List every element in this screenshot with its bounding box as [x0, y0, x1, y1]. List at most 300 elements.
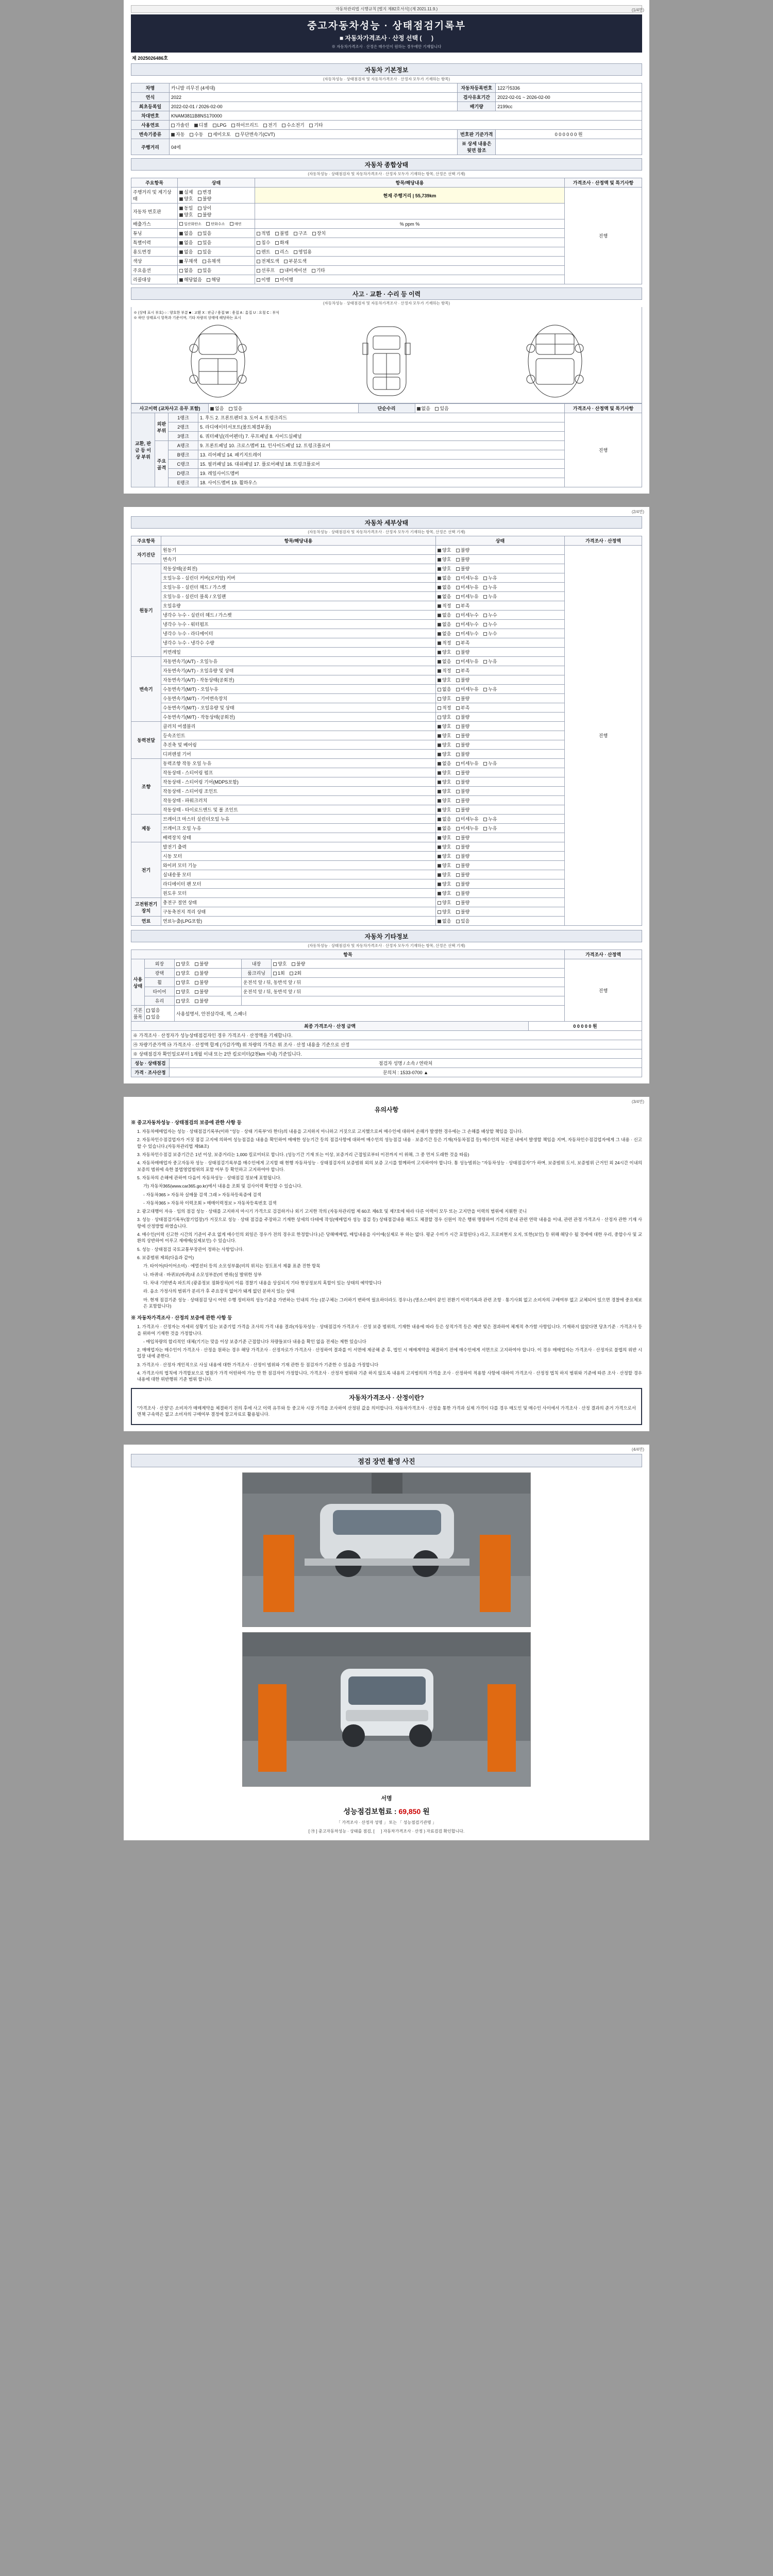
checkbox-icon[interactable]: [195, 972, 198, 975]
checkbox-icon[interactable]: [456, 651, 460, 654]
row-state-recall[interactable]: [178, 275, 255, 284]
state-option[interactable]: 있음: [198, 239, 211, 246]
checkbox-icon[interactable]: [438, 883, 441, 886]
state-option[interactable]: 없음: [179, 239, 193, 246]
checkbox-icon[interactable]: [483, 660, 487, 664]
checkbox-icon[interactable]: [456, 697, 460, 701]
state-option[interactable]: 불량: [456, 862, 469, 869]
checkbox-icon[interactable]: [456, 901, 460, 905]
trans-option[interactable]: 무단변속기(CVT): [236, 131, 275, 138]
checkbox-icon[interactable]: [438, 632, 441, 636]
checkbox-icon[interactable]: [179, 197, 183, 201]
checkbox-icon[interactable]: [456, 892, 460, 895]
checkbox-icon[interactable]: [176, 990, 180, 994]
state-option[interactable]: 불량: [456, 649, 469, 655]
checkbox-icon[interactable]: [176, 999, 180, 1003]
checkbox-icon[interactable]: [438, 567, 441, 571]
state-basic-items[interactable]: [145, 1006, 175, 1022]
state-option[interactable]: 양호: [438, 547, 451, 553]
state-option[interactable]: 부족: [456, 639, 469, 646]
state-option[interactable]: 없음: [438, 612, 451, 618]
tuning-structure[interactable]: 구조: [294, 230, 307, 236]
detail-item-state[interactable]: [436, 583, 565, 592]
detail-item-state[interactable]: [436, 611, 565, 620]
checkbox-icon[interactable]: [438, 827, 441, 831]
state-option[interactable]: 2회: [290, 970, 301, 976]
detail-item-state[interactable]: [436, 907, 565, 917]
state-option[interactable]: 있음: [198, 230, 211, 236]
checkbox-icon[interactable]: [194, 124, 198, 127]
state-option[interactable]: 없음: [438, 686, 451, 692]
checkbox-icon[interactable]: [146, 1009, 150, 1012]
detail-item-state[interactable]: [436, 777, 565, 787]
value-usechange[interactable]: [255, 247, 565, 257]
state-option[interactable]: 누유: [483, 686, 497, 692]
checkbox-icon[interactable]: [198, 191, 201, 194]
checkbox-icon[interactable]: [456, 706, 460, 710]
color-full[interactable]: 전체도색: [257, 258, 279, 264]
detail-item-state[interactable]: [436, 917, 565, 926]
checkbox-icon[interactable]: [280, 269, 283, 273]
checkbox-icon[interactable]: [438, 845, 441, 849]
state-option[interactable]: 없음: [438, 630, 451, 637]
state-option[interactable]: 불량: [456, 741, 469, 748]
fuel-option[interactable]: 하이브리드: [231, 122, 258, 128]
checkbox-icon[interactable]: [257, 232, 260, 235]
detail-item-state[interactable]: [436, 666, 565, 675]
checkbox-icon[interactable]: [273, 962, 277, 966]
state-option[interactable]: 미세누유: [456, 658, 479, 665]
other-row-state[interactable]: [175, 987, 242, 996]
value-special[interactable]: [255, 238, 565, 247]
state-option[interactable]: 양호: [438, 788, 451, 794]
state-option[interactable]: 일산화탄소: [179, 222, 201, 227]
checkbox-icon[interactable]: [456, 883, 460, 886]
state-option[interactable]: 양호: [438, 723, 451, 730]
state-option[interactable]: 있음: [198, 248, 211, 255]
checkbox-icon[interactable]: [231, 124, 235, 127]
detail-item-state[interactable]: [436, 703, 565, 713]
checkbox-icon[interactable]: [438, 706, 441, 710]
option-nav[interactable]: 내비게이션: [280, 267, 307, 274]
checkbox-icon[interactable]: [456, 910, 460, 914]
checkbox-icon[interactable]: [198, 269, 201, 273]
checkbox-icon[interactable]: [438, 725, 441, 728]
checkbox-icon[interactable]: [438, 864, 441, 868]
state-option[interactable]: 양호: [438, 714, 451, 720]
checkbox-icon[interactable]: [438, 920, 441, 923]
checkbox-icon[interactable]: [198, 207, 201, 210]
state-option[interactable]: 탄화수소: [206, 222, 225, 227]
checkbox-icon[interactable]: [456, 799, 460, 803]
state-option[interactable]: 양호: [438, 649, 451, 655]
use-rent[interactable]: 렌트: [257, 248, 270, 255]
checkbox-icon[interactable]: [257, 278, 260, 282]
checkbox-icon[interactable]: [483, 595, 487, 599]
checkbox-icon[interactable]: [294, 232, 297, 235]
state-option[interactable]: 동일: [179, 205, 193, 211]
checkbox-icon[interactable]: [483, 762, 487, 766]
checkbox-icon[interactable]: [190, 133, 193, 137]
state-option[interactable]: 없음: [179, 230, 193, 236]
state-option[interactable]: 양호: [438, 890, 451, 896]
checkbox-icon[interactable]: [456, 864, 460, 868]
state-option[interactable]: 미세누유: [456, 584, 479, 590]
fuel-option[interactable]: 수소전기: [282, 122, 305, 128]
checkbox-icon[interactable]: [195, 999, 198, 1003]
state-option[interactable]: 적정: [438, 639, 451, 646]
state-option[interactable]: 미세누수: [456, 621, 479, 628]
checkbox-icon[interactable]: [417, 407, 421, 411]
state-option[interactable]: 불량: [292, 960, 305, 967]
checkbox-icon[interactable]: [236, 133, 239, 137]
detail-item-state[interactable]: [436, 629, 565, 638]
detail-item-state[interactable]: [436, 713, 565, 722]
state-accident-history[interactable]: [209, 404, 359, 413]
checkbox-icon[interactable]: [456, 641, 460, 645]
state-option[interactable]: 있음: [456, 918, 469, 924]
state-option[interactable]: 없음: [438, 816, 451, 822]
checkbox-icon[interactable]: [229, 407, 232, 411]
state-option[interactable]: 누수: [483, 621, 497, 628]
detail-item-state[interactable]: [436, 889, 565, 898]
state-option[interactable]: 누유: [483, 825, 497, 832]
value-options[interactable]: [255, 266, 565, 275]
detail-item-state[interactable]: [436, 573, 565, 583]
state-option[interactable]: 없음: [438, 825, 451, 832]
detail-item-state[interactable]: [436, 601, 565, 611]
checkbox-icon[interactable]: [438, 623, 441, 626]
checkbox-icon[interactable]: [438, 558, 441, 562]
checkbox-icon[interactable]: [309, 124, 313, 127]
checkbox-icon[interactable]: [176, 981, 180, 985]
state-option[interactable]: 없음: [438, 584, 451, 590]
state-option[interactable]: 양호: [438, 751, 451, 757]
row-state-usechange[interactable]: [178, 247, 255, 257]
checkbox-icon[interactable]: [438, 790, 441, 793]
checkbox-icon[interactable]: [179, 222, 183, 226]
detail-item-state[interactable]: [436, 861, 565, 870]
state-option[interactable]: 적정: [438, 704, 451, 711]
checkbox-icon[interactable]: [483, 614, 487, 617]
checkbox-icon[interactable]: [456, 558, 460, 562]
checkbox-icon[interactable]: [438, 873, 441, 877]
detail-item-state[interactable]: [436, 694, 565, 703]
checkbox-icon[interactable]: [456, 688, 460, 691]
state-option[interactable]: 양호: [438, 862, 451, 869]
detail-item-state[interactable]: [436, 805, 565, 815]
checkbox-icon[interactable]: [456, 836, 460, 840]
state-option[interactable]: 양호: [176, 960, 190, 967]
detail-item-state[interactable]: [436, 833, 565, 842]
checkbox-icon[interactable]: [210, 407, 214, 411]
checkbox-icon[interactable]: [438, 855, 441, 858]
checkbox-icon[interactable]: [456, 679, 460, 682]
checkbox-icon[interactable]: [456, 549, 460, 552]
state-option[interactable]: 부족: [456, 602, 469, 609]
row-state-special[interactable]: [178, 238, 255, 247]
checkbox-icon[interactable]: [456, 660, 460, 664]
recall-notdone[interactable]: 미이행: [275, 276, 293, 283]
checkbox-icon[interactable]: [275, 232, 279, 235]
other-row-state2[interactable]: [272, 969, 565, 978]
detail-item-state[interactable]: [436, 750, 565, 759]
checkbox-icon[interactable]: [207, 278, 210, 282]
state-option[interactable]: 양호: [438, 853, 451, 859]
state-option[interactable]: 양호: [438, 899, 451, 906]
state-option[interactable]: 유채색: [203, 258, 221, 264]
checkbox-icon[interactable]: [195, 990, 198, 994]
state-option[interactable]: 불량: [456, 556, 469, 563]
detail-item-state[interactable]: [436, 592, 565, 601]
state-option[interactable]: 불량: [195, 979, 208, 986]
state-option[interactable]: 미세누수: [456, 612, 479, 618]
state-option[interactable]: 양호: [438, 908, 451, 915]
detail-item-state[interactable]: [436, 546, 565, 555]
state-option[interactable]: 없음: [438, 658, 451, 665]
state-option[interactable]: 불량: [456, 843, 469, 850]
state-option[interactable]: 적정: [438, 602, 451, 609]
checkbox-icon[interactable]: [284, 260, 288, 263]
state-option[interactable]: 불량: [456, 880, 469, 887]
checkbox-icon[interactable]: [275, 241, 279, 245]
checkbox-icon[interactable]: [483, 827, 487, 831]
checkbox-icon[interactable]: [275, 250, 279, 254]
state-option[interactable]: 없음: [417, 405, 430, 412]
detail-item-state[interactable]: [436, 870, 565, 879]
other-row-state[interactable]: [175, 996, 242, 1006]
state-option[interactable]: 누수: [483, 612, 497, 618]
state-option[interactable]: 실제: [179, 189, 193, 195]
checkbox-icon[interactable]: [438, 651, 441, 654]
value-tuning[interactable]: [255, 229, 565, 238]
state-option[interactable]: 미세누수: [456, 630, 479, 637]
state-option[interactable]: 1회: [273, 970, 285, 976]
checkbox-icon[interactable]: [456, 827, 460, 831]
state-option[interactable]: 해당없음: [179, 276, 202, 283]
state-option[interactable]: 양호: [438, 880, 451, 887]
state-option[interactable]: 양호: [176, 979, 190, 986]
fuel-option[interactable]: 가솔린: [171, 122, 189, 128]
detail-item-state[interactable]: [436, 620, 565, 629]
trans-option[interactable]: 수동: [190, 131, 203, 138]
state-option[interactable]: 매연: [230, 222, 242, 227]
checkbox-icon[interactable]: [263, 124, 267, 127]
state-option[interactable]: 미세누유: [456, 760, 479, 767]
state-simple-repair[interactable]: [415, 404, 565, 413]
detail-item-state[interactable]: [436, 638, 565, 648]
state-option[interactable]: 양호: [438, 769, 451, 776]
checkbox-icon[interactable]: [438, 688, 441, 691]
checkbox-icon[interactable]: [438, 679, 441, 682]
checkbox-icon[interactable]: [179, 241, 183, 245]
detail-item-state[interactable]: [436, 852, 565, 861]
checkbox-icon[interactable]: [206, 222, 210, 226]
checkbox-icon[interactable]: [456, 818, 460, 821]
state-option[interactable]: 불량: [456, 806, 469, 813]
checkbox-icon[interactable]: [438, 753, 441, 756]
checkbox-icon[interactable]: [438, 743, 441, 747]
detail-item-state[interactable]: [436, 555, 565, 564]
state-option[interactable]: 불량: [456, 778, 469, 785]
state-option[interactable]: 양호: [438, 676, 451, 683]
checkbox-icon[interactable]: [456, 808, 460, 812]
state-option[interactable]: 누유: [483, 658, 497, 665]
state-option[interactable]: 불량: [456, 890, 469, 896]
state-option[interactable]: 있음: [198, 267, 211, 274]
state-option[interactable]: 해당: [207, 276, 220, 283]
state-option[interactable]: 불량: [198, 195, 211, 202]
checkbox-icon[interactable]: [483, 577, 487, 580]
state-option[interactable]: 양호: [438, 732, 451, 739]
row-state-color[interactable]: [178, 257, 255, 266]
checkbox-icon[interactable]: [456, 632, 460, 636]
checkbox-icon[interactable]: [438, 892, 441, 895]
state-option[interactable]: 상이: [198, 205, 211, 211]
checkbox-icon[interactable]: [438, 734, 441, 738]
checkbox-icon[interactable]: [282, 124, 285, 127]
state-option[interactable]: 누유: [483, 593, 497, 600]
checkbox-icon[interactable]: [456, 716, 460, 719]
state-option[interactable]: 양호: [438, 556, 451, 563]
state-option[interactable]: 누수: [483, 630, 497, 637]
use-lease[interactable]: 리스: [275, 248, 289, 255]
checkbox-icon[interactable]: [176, 972, 180, 975]
checkbox-icon[interactable]: [438, 901, 441, 905]
checkbox-icon[interactable]: [483, 586, 487, 589]
checkbox-icon[interactable]: [275, 278, 279, 282]
checkbox-icon[interactable]: [438, 716, 441, 719]
state-option[interactable]: 양호: [438, 741, 451, 748]
state-option[interactable]: 양호: [438, 843, 451, 850]
checkbox-icon[interactable]: [179, 207, 183, 210]
checkbox-icon[interactable]: [483, 688, 487, 691]
trans-option[interactable]: 자동: [171, 131, 184, 138]
detail-item-state[interactable]: [436, 815, 565, 824]
checkbox-icon[interactable]: [312, 269, 315, 273]
fuel-option[interactable]: 기타: [309, 122, 323, 128]
row-state-mileage[interactable]: [178, 188, 255, 204]
checkbox-icon[interactable]: [438, 660, 441, 664]
checkbox-icon[interactable]: [257, 241, 260, 245]
row-state-emission[interactable]: [178, 219, 255, 229]
detail-item-state[interactable]: [436, 842, 565, 852]
checkbox-icon[interactable]: [456, 604, 460, 608]
checkbox-icon[interactable]: [294, 250, 297, 254]
checkbox-icon[interactable]: [230, 222, 233, 226]
checkbox-icon[interactable]: [195, 981, 198, 985]
detail-item-state[interactable]: [436, 657, 565, 666]
checkbox-icon[interactable]: [257, 260, 260, 263]
other-row-state[interactable]: [175, 969, 242, 978]
row-state-plate[interactable]: [178, 204, 255, 219]
checkbox-icon[interactable]: [179, 250, 183, 254]
state-option[interactable]: 없음: [210, 405, 224, 412]
checkbox-icon[interactable]: [290, 972, 293, 975]
checkbox-icon[interactable]: [198, 197, 201, 201]
state-option[interactable]: 미세누유: [456, 816, 479, 822]
option-etc[interactable]: 기타: [312, 267, 325, 274]
checkbox-icon[interactable]: [456, 623, 460, 626]
state-option[interactable]: 양호: [438, 778, 451, 785]
checkbox-icon[interactable]: [171, 124, 175, 127]
trans-option[interactable]: 세미오토: [208, 131, 231, 138]
fuel-option[interactable]: 전기: [263, 122, 277, 128]
row-state-tuning[interactable]: [178, 229, 255, 238]
special-flood[interactable]: 침수: [257, 239, 270, 246]
state-option[interactable]: 있음: [435, 405, 448, 412]
checkbox-icon[interactable]: [195, 962, 198, 966]
state-option[interactable]: 양호: [438, 834, 451, 841]
state-option[interactable]: 없음: [438, 574, 451, 581]
state-option[interactable]: 불량: [456, 732, 469, 739]
checkbox-icon[interactable]: [456, 734, 460, 738]
checkbox-icon[interactable]: [438, 818, 441, 821]
checkbox-icon[interactable]: [456, 725, 460, 728]
checkbox-icon[interactable]: [176, 962, 180, 966]
checkbox-icon[interactable]: [438, 762, 441, 766]
state-option[interactable]: 양호: [176, 970, 190, 976]
state-option[interactable]: 불량: [456, 547, 469, 553]
detail-item-state[interactable]: [436, 564, 565, 573]
checkbox-icon[interactable]: [438, 586, 441, 589]
state-option[interactable]: 미세누유: [456, 593, 479, 600]
state-option[interactable]: 무채색: [179, 258, 197, 264]
detail-item-state[interactable]: [436, 722, 565, 731]
tuning-illegal[interactable]: 불법: [275, 230, 289, 236]
state-option[interactable]: 불량: [456, 751, 469, 757]
checkbox-icon[interactable]: [438, 595, 441, 599]
checkbox-icon[interactable]: [198, 232, 201, 235]
detail-item-state[interactable]: [436, 648, 565, 657]
checkbox-icon[interactable]: [292, 962, 295, 966]
checkbox-icon[interactable]: [456, 567, 460, 571]
state-option[interactable]: 누유: [483, 584, 497, 590]
state-option[interactable]: 없음: [438, 593, 451, 600]
state-option[interactable]: 불량: [195, 988, 208, 995]
state-option[interactable]: 없음: [179, 267, 193, 274]
detail-item-state[interactable]: [436, 787, 565, 796]
state-option[interactable]: 불량: [456, 908, 469, 915]
state-option[interactable]: 없음: [179, 248, 193, 255]
checkbox-icon[interactable]: [438, 836, 441, 840]
checkbox-icon[interactable]: [456, 771, 460, 775]
fuel-option[interactable]: 디젤: [194, 122, 208, 128]
checkbox-icon[interactable]: [438, 577, 441, 580]
state-option[interactable]: 변경: [198, 189, 211, 195]
state-option[interactable]: 양호: [176, 997, 190, 1004]
value-color[interactable]: [255, 257, 565, 266]
state-option[interactable]: 누유: [483, 816, 497, 822]
state-option[interactable]: 양호: [438, 806, 451, 813]
checkbox-icon[interactable]: [483, 818, 487, 821]
state-option[interactable]: 미세누유: [456, 574, 479, 581]
state-option[interactable]: 부족: [456, 704, 469, 711]
state-option[interactable]: 불량: [456, 695, 469, 702]
checkbox-icon[interactable]: [213, 124, 216, 127]
recall-done[interactable]: 이행: [257, 276, 270, 283]
checkbox-icon[interactable]: [438, 697, 441, 701]
checkbox-icon[interactable]: [179, 213, 183, 217]
other-row-state[interactable]: [175, 959, 242, 969]
checkbox-icon[interactable]: [312, 232, 316, 235]
other-row-state2[interactable]: [272, 959, 565, 969]
checkbox-icon[interactable]: [208, 133, 212, 137]
checkbox-icon[interactable]: [257, 250, 260, 254]
detail-item-state[interactable]: [436, 879, 565, 889]
other-row-state[interactable]: [175, 978, 242, 987]
state-option[interactable]: 없음: [438, 621, 451, 628]
